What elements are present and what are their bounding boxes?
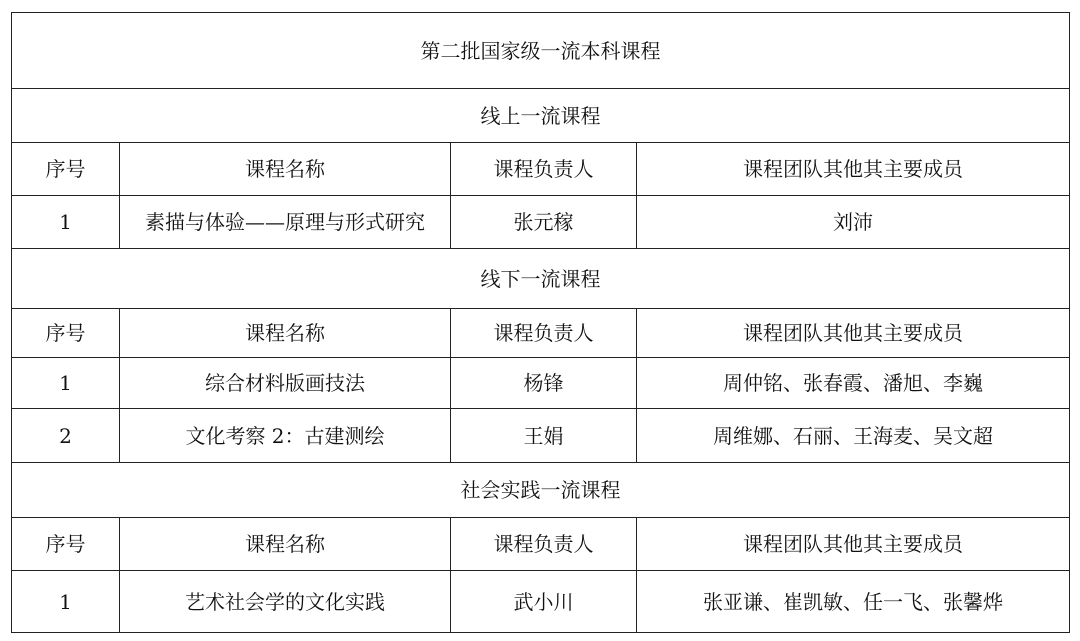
cell-index: 2 [12, 409, 120, 463]
cell-course-name: 文化考察 2：古建测绘 [120, 409, 451, 463]
section-row [12, 89, 1070, 143]
cell-team-members: 周仲铭、张春霞、潘旭、李巍 [637, 358, 1070, 409]
table-title-row [12, 13, 1070, 89]
cell-course-lead: 武小川 [451, 571, 637, 633]
header-course-name: 课程名称 [120, 518, 451, 571]
cell-team-members: 周维娜、石丽、王海麦、吴文超 [637, 409, 1070, 463]
table-row [12, 358, 1070, 409]
cell-course-name: 综合材料版画技法 [120, 358, 451, 409]
header-course-lead: 课程负责人 [451, 309, 637, 358]
header-course-name: 课程名称 [120, 309, 451, 358]
table-title: 第二批国家级一流本科课程 [12, 13, 1070, 89]
section-row [12, 249, 1070, 309]
cell-course-name: 素描与体验——原理与形式研究 [120, 196, 451, 249]
cell-index: 1 [12, 358, 120, 409]
header-row [12, 143, 1070, 196]
header-course-lead: 课程负责人 [451, 518, 637, 571]
cell-course-lead: 王娟 [451, 409, 637, 463]
header-index: 序号 [12, 518, 120, 571]
section-title-offline: 线下一流课程 [12, 249, 1070, 309]
header-team-members: 课程团队其他其主要成员 [637, 143, 1070, 196]
table-row [12, 571, 1070, 633]
cell-course-lead: 张元稼 [451, 196, 637, 249]
cell-team-members: 张亚谦、崔凯敏、任一飞、张馨烨 [637, 571, 1070, 633]
section-title-online: 线上一流课程 [12, 89, 1070, 143]
section-row [12, 463, 1070, 518]
table-row [12, 196, 1070, 249]
header-course-name: 课程名称 [120, 143, 451, 196]
header-course-lead: 课程负责人 [451, 143, 637, 196]
header-row [12, 518, 1070, 571]
section-title-social-practice: 社会实践一流课程 [12, 463, 1070, 518]
cell-index: 1 [12, 196, 120, 249]
cell-course-lead: 杨锋 [451, 358, 637, 409]
cell-team-members: 刘沛 [637, 196, 1070, 249]
table-row [12, 409, 1070, 463]
header-row [12, 309, 1070, 358]
header-team-members: 课程团队其他其主要成员 [637, 309, 1070, 358]
course-table [11, 12, 1070, 633]
header-index: 序号 [12, 309, 120, 358]
header-index: 序号 [12, 143, 120, 196]
cell-index: 1 [12, 571, 120, 633]
header-team-members: 课程团队其他其主要成员 [637, 518, 1070, 571]
cell-course-name: 艺术社会学的文化实践 [120, 571, 451, 633]
